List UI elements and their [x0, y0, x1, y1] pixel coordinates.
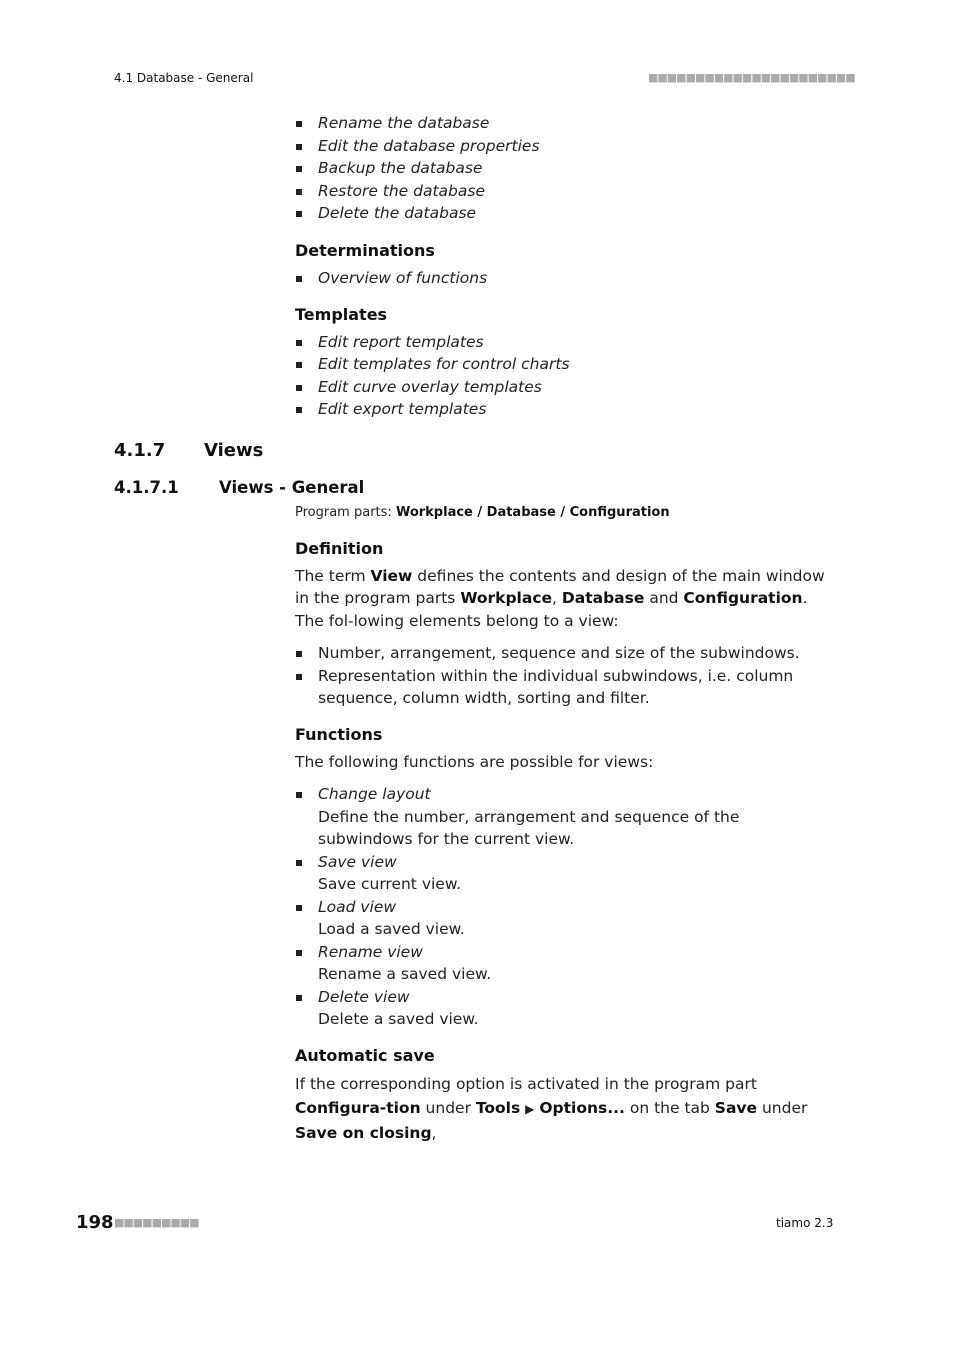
program-parts-label: Program parts: — [295, 505, 392, 520]
determinations-heading: Determinations — [295, 241, 435, 260]
templates-heading: Templates — [295, 305, 388, 324]
list-item: Restore the database — [295, 180, 830, 203]
functions-block — [295, 724, 830, 1031]
definition-paragraph: The term View defines the contents and design of the main window in the program parts Workplace, Database and Configuration. The fol-lowing elements belong to a view: — [295, 566, 825, 630]
list-item: Delete the database — [295, 202, 830, 225]
functions-list — [295, 783, 830, 1031]
definition-heading: Definition — [295, 539, 384, 558]
section-heading-views-general — [114, 478, 364, 497]
page-number: 198 — [76, 1212, 114, 1233]
definition-list — [295, 642, 830, 710]
running-header-section: 4.1 Database - General — [114, 71, 254, 85]
list-item: Rename the database — [295, 112, 830, 135]
section-number: 4.1.7.1 — [114, 478, 179, 497]
section-title: Views - General — [219, 478, 365, 497]
templates-list — [295, 331, 830, 421]
section-heading-views — [114, 440, 263, 461]
database-functions-list — [295, 112, 830, 225]
list-item: Edit the database properties — [295, 135, 830, 158]
section-title: Views — [204, 440, 264, 461]
list-item: Backup the database — [295, 157, 830, 180]
automatic-save-block — [295, 1045, 830, 1145]
list-item: Edit curve overlay templates — [295, 376, 830, 399]
list-item: Representation within the individual subwindows, i.e. column sequence, column width, sorting and filter. — [295, 665, 830, 710]
list-item: Edit export templates — [295, 398, 830, 421]
determinations-block — [295, 240, 830, 289]
list-item: Edit report templates — [295, 331, 830, 354]
database-functions-list-block — [295, 112, 830, 225]
running-header-dots: ■■■■■■■■■■■■■■■■■■■■■■ — [648, 71, 855, 84]
program-parts-line — [295, 505, 670, 520]
footer-product: tiamo 2.3 — [776, 1216, 834, 1230]
program-parts-value: Workplace / Database / Configuration — [395, 505, 670, 520]
determinations-list — [295, 267, 830, 290]
functions-intro: The following functions are possible for views: — [295, 752, 654, 771]
list-item: Number, arrangement, sequence and size of the subwindows. — [295, 642, 830, 665]
automatic-save-paragraph: If the corresponding option is activated in the program part Configura-tion under Tools ▶ Options... on the tab Save under Save on closing, — [295, 1074, 808, 1142]
list-item: Overview of functions — [295, 267, 830, 290]
list-item: Delete view Delete a saved view. — [295, 986, 830, 1031]
list-item: Save view Save current view. — [295, 851, 830, 896]
functions-heading: Functions — [295, 725, 383, 744]
list-item: Load view Load a saved view. — [295, 896, 830, 941]
list-item: Rename view Rename a saved view. — [295, 941, 830, 986]
menu-arrow-icon: ▶ — [525, 1101, 535, 1116]
templates-block — [295, 304, 830, 421]
footer-dots: ■■■■■■■■■ — [114, 1216, 199, 1229]
section-number: 4.1.7 — [114, 440, 166, 461]
automatic-save-heading: Automatic save — [295, 1046, 435, 1065]
list-item: Edit templates for control charts — [295, 353, 830, 376]
definition-block — [295, 538, 830, 710]
list-item: Change layout Define the number, arrangement and sequence of the subwindows for the current view. — [295, 783, 830, 851]
